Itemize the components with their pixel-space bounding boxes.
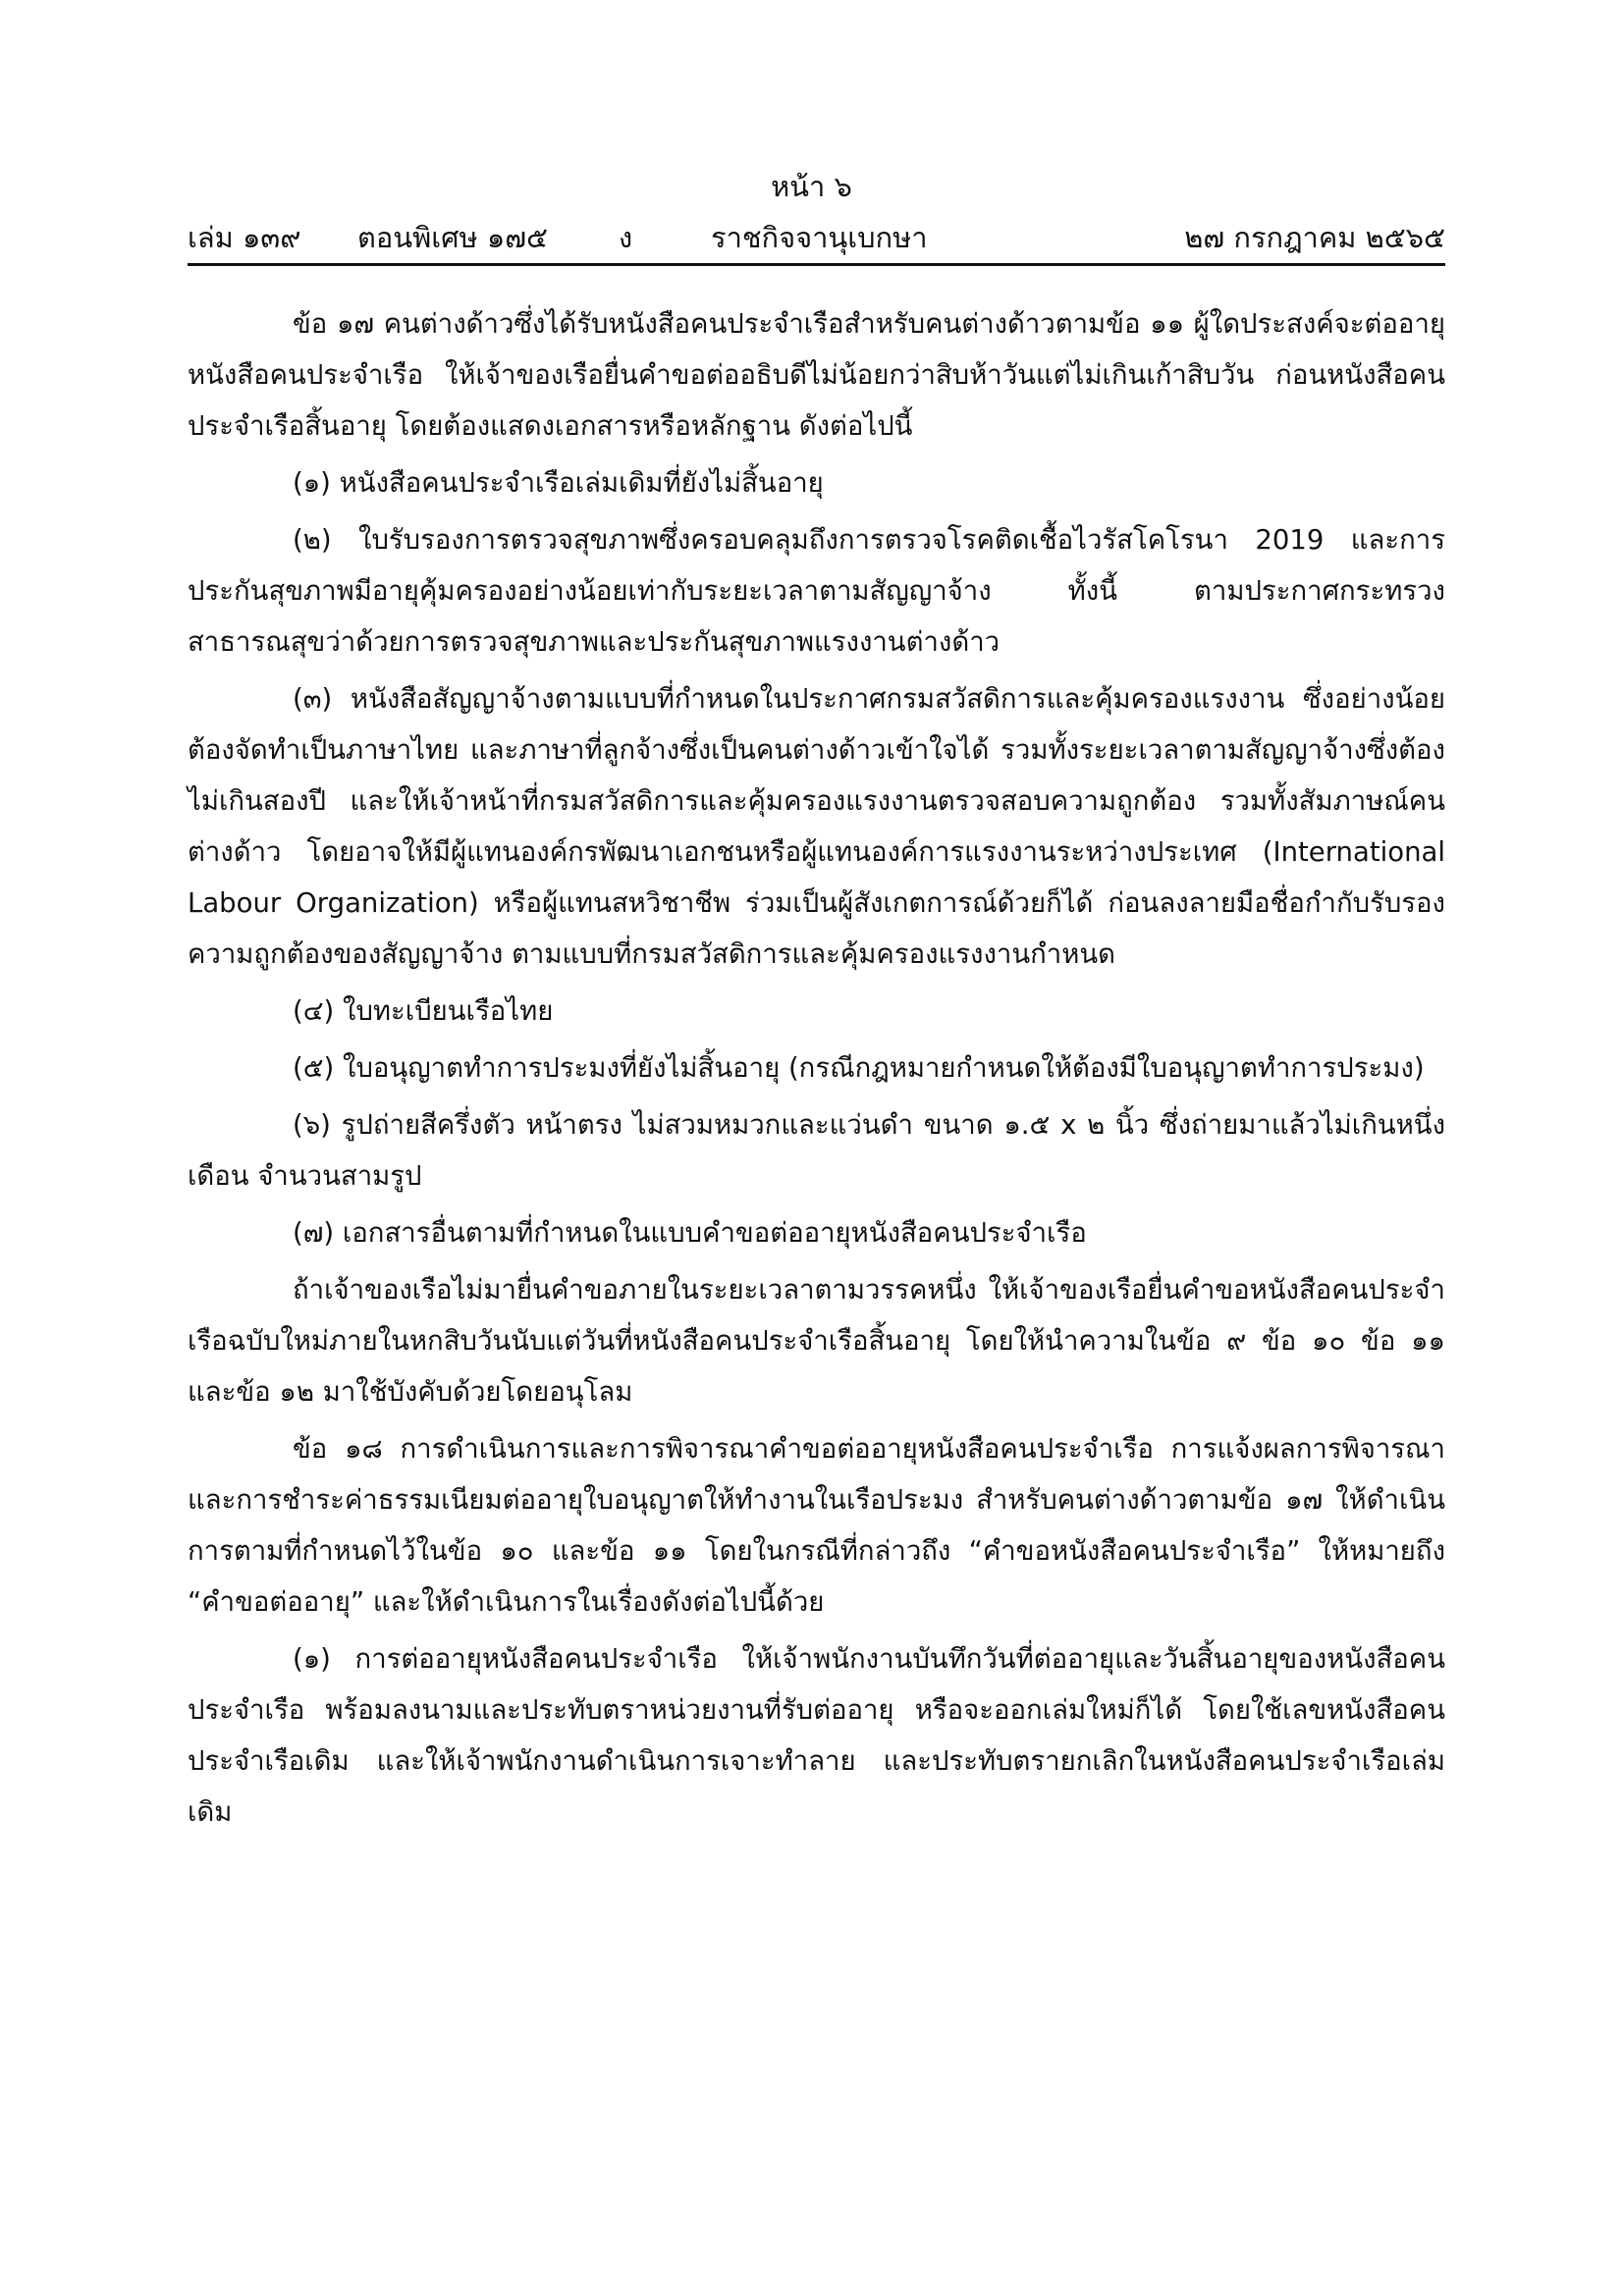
publication-date: ๒๗ กรกฎาคม ๒๕๖๕ xyxy=(1184,221,1445,254)
gazette-name: ราชกิจจานุเบกษา xyxy=(711,221,928,254)
clause-17-item-6: (๖) รูปถ่ายสีครึ่งตัว หน้าตรง ไม่สวมหมวกและแว่นดำ ขนาด ๑.๕ x ๒ นิ้ว ซึ่งถ่ายมาแล้วไม่เกินหนึ่งเดือน จำนวนสามรูป xyxy=(188,1109,1445,1192)
clause-18: ข้อ ๑๘ การดำเนินการและการพิจารณาคำขอต่ออายุหนังสือคนประจำเรือ การแจ้งผลการพิจารณา และการชำระค่าธรรมเนียมต่ออายุใบอนุญาตให้ทำงานในเรือประมง สำหรับคนต่างด้าวตามข้อ ๑๗ ให้ดำเนินการตามที่กำหนดไว้ในข้อ ๑๐ และข้อ ๑๑ โดยในกรณีที่กล่าวถึง “คำขอหนังสือคนประจำเรือ” ให้หมายถึง “คำขอต่ออายุ” และให้ดำเนินการในเรื่องดังต่อไปนี้ด้วย xyxy=(188,1433,1445,1618)
clause-17-item-7: (๗) เอกสารอื่นตามที่กำหนดในแบบคำขอต่ออายุหนังสือคนประจำเรือ xyxy=(293,1217,1087,1249)
clause-17: ข้อ ๑๗ คนต่างด้าวซึ่งได้รับหนังสือคนประจำเรือสำหรับคนต่างด้าวตามข้อ ๑๑ ผู้ใดประสงค์จะต่ออายุหนังสือคนประจำเรือ ให้เจ้าของเรือยื่นคำขอต่ออธิบดีไม่น้อยกว่าสิบห้าวันแต่ไม่เกินเก้าสิบวัน ก่อนหนังสือคนประจำเรือสิ้นอายุ โดยต้องแสดงเอกสารหรือหลักฐาน ดังต่อไปนี้ xyxy=(188,308,1445,442)
clause-17-item-3: (๓) หนังสือสัญญาจ้างตามแบบที่กำหนดในประกาศกรมสวัสดิการและคุ้มครองแรงงาน ซึ่งอย่างน้อยต้องจัดทำเป็นภาษาไทย และภาษาที่ลูกจ้างซึ่งเป็นคนต่างด้าวเข้าใจได้ รวมทั้งระยะเวลาตามสัญญาจ้างซึ่งต้องไม่เกินสองปี และให้เจ้าหน้าที่กรมสวัสดิการและคุ้มครองแรงงานตรวจสอบความถูกต้อง รวมทั้งสัมภาษณ์คนต่างด้าว โดยอาจให้มีผู้แทนองค์กรพัฒนาเอกชนหรือผู้แทนองค์การแรงงานระหว่างประเทศ (International Labour Organization) หรือผู้แทนสหวิชาชีพ ร่วมเป็นผู้สังเกตการณ์ด้วยก็ได้ ก่อนลงลายมือชื่อกำกับรับรองความถูกต้องของสัญญาจ้าง ตามแบบที่กรมสวัสดิการและคุ้มครองแรงงานกำหนด xyxy=(188,683,1445,970)
section-letter: ง xyxy=(619,221,633,254)
clause-18-item-1: (๑) การต่ออายุหนังสือคนประจำเรือ ให้เจ้าพนักงานบันทึกวันที่ต่ออายุและวันสิ้นอายุของหนังสือคนประจำเรือ พร้อมลงนามและประทับตราหน่วยงานที่รับต่ออายุ หรือจะออกเล่มใหม่ก็ได้ โดยใช้เลขหนังสือคนประจำเรือเดิม และให้เจ้าพนักงานดำเนินการเจาะทำลาย และประทับตรายกเลิกในหนังสือคนประจำเรือเล่มเดิม xyxy=(188,1643,1445,1828)
clause-17-item-2: (๒) ใบรับรองการตรวจสุขภาพซึ่งครอบคลุมถึงการตรวจโรคติดเชื้อไวรัสโคโรนา 2019 และการประกันสุขภาพมีอายุคุ้มครองอย่างน้อยเท่ากับระยะเวลาตามสัญญาจ้าง ทั้งนี้ ตามประกาศกระทรวงสาธารณสุขว่าด้วยการตรวจสุขภาพและประกันสุขภาพแรงงานต่างด้าว xyxy=(188,524,1445,658)
clause-17-item-4: (๔) ใบทะเบียนเรือไทย xyxy=(293,995,554,1027)
page-number: หน้า ๖ xyxy=(771,170,852,203)
gazette-header xyxy=(188,218,1445,261)
document-body xyxy=(188,298,1445,1843)
clause-17-paragraph-2: ถ้าเจ้าของเรือไม่มายื่นคำขอภายในระยะเวลาตามวรรคหนึ่ง ให้เจ้าของเรือยื่นคำขอหนังสือคนประจำเรือฉบับใหม่ภายในหกสิบวันนับแต่วันที่หนังสือคนประจำเรือสิ้นอายุ โดยให้นำความในข้อ ๙ ข้อ ๑๐ ข้อ ๑๑ และข้อ ๑๒ มาใช้บังคับด้วยโดยอนุโลม xyxy=(188,1274,1445,1408)
clause-17-item-1: (๑) หนังสือคนประจำเรือเล่มเดิมที่ยังไม่สิ้นอายุ xyxy=(293,467,824,499)
volume-number: เล่ม ๑๓๙ xyxy=(188,221,301,254)
clause-17-item-5: (๕) ใบอนุญาตทำการประมงที่ยังไม่สิ้นอายุ (กรณีกฎหมายกำหนดให้ต้องมีใบอนุญาตทำการประมง) xyxy=(293,1052,1425,1084)
header-divider xyxy=(188,263,1445,266)
issue-number: ตอนพิเศษ ๑๗๕ xyxy=(357,221,549,254)
